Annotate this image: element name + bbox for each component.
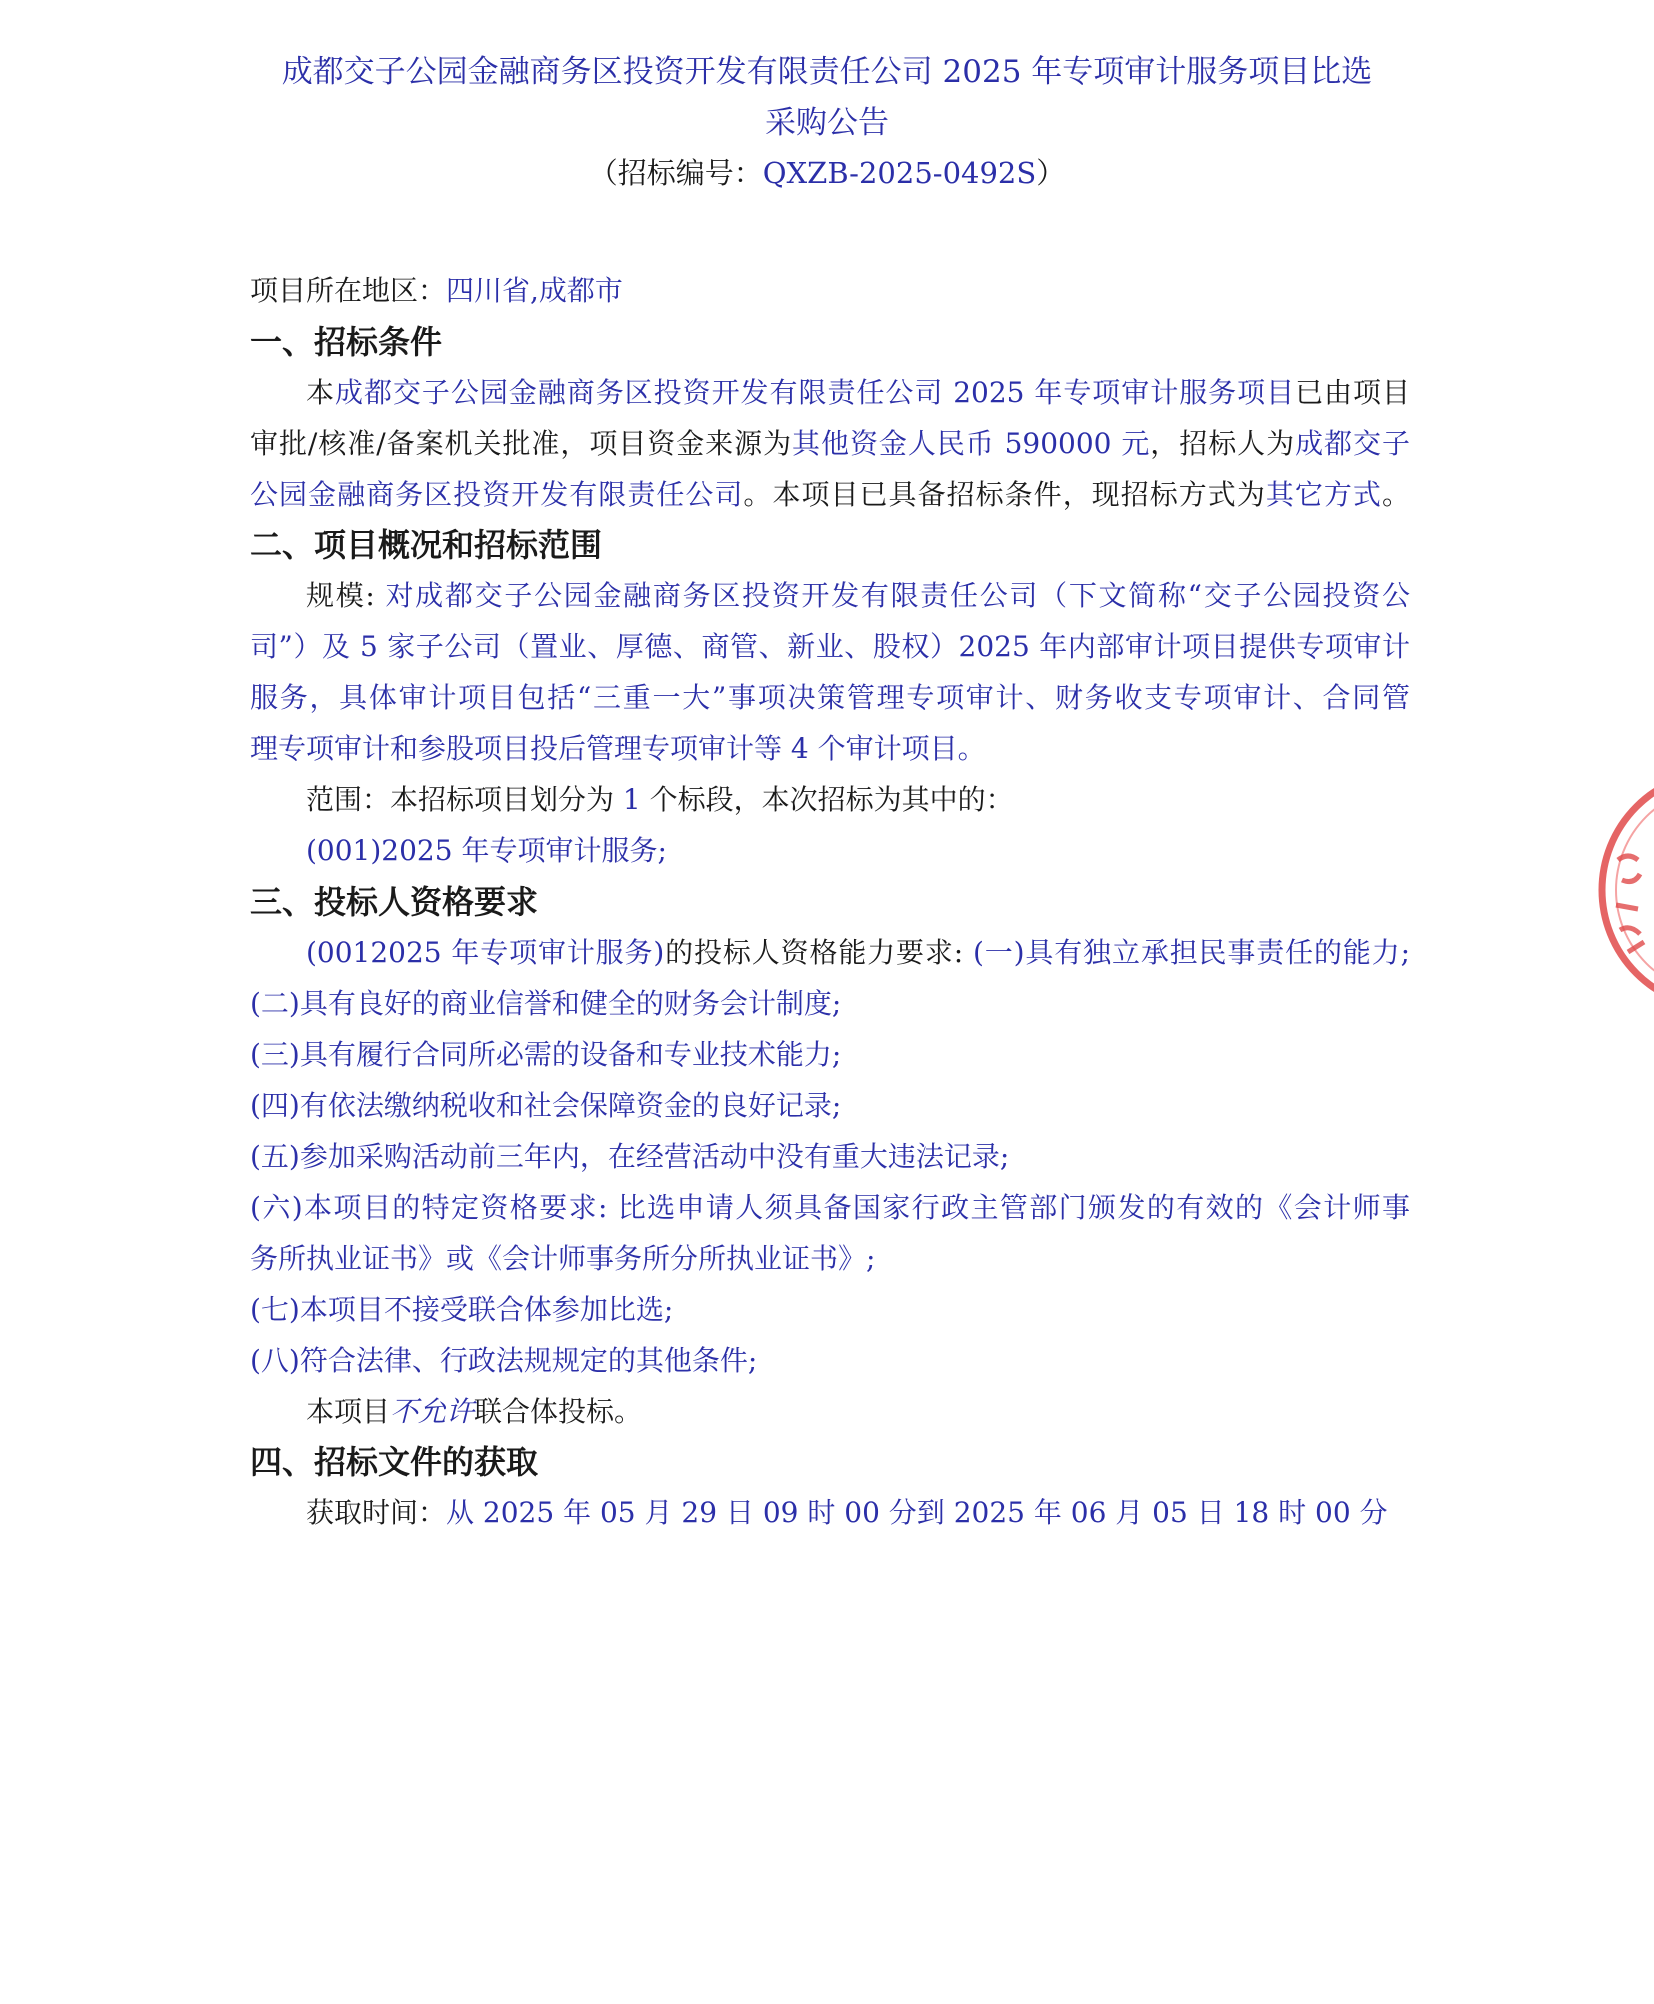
s4-time-label: 获取时间： <box>306 1496 447 1529</box>
s2-range <box>306 782 1410 818</box>
s1-tender-method: 其它方式 <box>1265 478 1382 511</box>
project-region <box>250 273 1410 309</box>
s1-line-2 <box>250 426 1410 462</box>
s2-line-1 <box>306 578 1410 614</box>
s3-requirement-1: (一)具有独立承担民事责任的能力; <box>963 936 1411 969</box>
s1-text: ，招标人为 <box>1150 427 1296 460</box>
s2-range-text: 范围：本招标项目划分为 <box>306 783 615 816</box>
s2-lot: (001)2025 年专项审计服务; <box>306 834 667 867</box>
s2-line-2: 司”）及 5 家子公司（置业、厚德、商管、新业、股权）2025 年内部审计项目提供专项审计 <box>250 630 1410 663</box>
s1-line-1 <box>306 375 1410 411</box>
s1-text: 已由项目 <box>1295 376 1410 409</box>
s3-item: (七)本项目不接受联合体参加比选; <box>250 1293 674 1326</box>
s2-scale-label: 规模: <box>306 579 375 612</box>
section-4-heading: 四、招标文件的获取 <box>250 1443 539 1481</box>
title-line-1: 成都交子公园金融商务区投资开发有限责任公司 2025 年专项审计服务项目比选 <box>281 54 1373 90</box>
s1-project-name: 成都交子公园金融商务区投资开发有限责任公司 2025 年专项审计服务项目 <box>334 376 1296 409</box>
tender-code-prefix: （招标编号： <box>588 156 763 190</box>
s2-line-4: 理专项审计和参股项目投后管理专项审计等 4 个审计项目。 <box>250 732 986 765</box>
s3-item: (五)参加采购活动前三年内，在经营活动中没有重大违法记录; <box>250 1140 1010 1173</box>
s3-consortium-text: 本项目 <box>306 1395 391 1428</box>
s3-item: (八)符合法律、行政法规规定的其他条件; <box>250 1344 758 1377</box>
s2-range-text: 个标段，本次招标为其中的： <box>649 783 1014 816</box>
s1-line-3 <box>250 477 1410 513</box>
s3-item: (二)具有良好的商业信誉和健全的财务会计制度; <box>250 987 842 1020</box>
s3-line-1 <box>306 935 1410 971</box>
s1-text: 。 <box>1381 478 1410 511</box>
s1-text: 。本项目已具备招标条件，现招标方式为 <box>743 478 1266 511</box>
s1-fund-source: 其他资金人民币 590000 元 <box>792 427 1151 460</box>
s3-text: 的投标人资格能力要求: <box>664 936 964 969</box>
section-2-heading: 二、项目概况和招标范围 <box>250 526 603 564</box>
s1-text: 本 <box>306 376 335 409</box>
s3-lot-name: (0012025 年专项审计服务) <box>306 936 665 969</box>
tender-code-suffix: ） <box>1036 156 1066 190</box>
s4-time <box>306 1495 1410 1531</box>
s4-time-value: 从 2025 年 05 月 29 日 09 时 00 分到 2025 年 06 月 05 日 18 时 00 分 <box>446 1496 1388 1529</box>
region-label: 项目所在地区： <box>250 274 447 307</box>
red-seal-stamp <box>1570 770 1654 1070</box>
s1-text: 审批/核准/备案机关批准，项目资金来源为 <box>250 427 793 460</box>
s3-item: (四)有依法缴纳税收和社会保障资金的良好记录; <box>250 1089 842 1122</box>
s2-scale-text: 对成都交子公园金融商务区投资开发有限责任公司（下文简称“交子公园投资公 <box>374 579 1410 612</box>
s1-tenderer: 公园金融商务区投资开发有限责任公司 <box>250 478 744 511</box>
title-line-2: 采购公告 <box>765 105 889 141</box>
s3-consortium-value: 不允许 <box>390 1395 475 1428</box>
s3-item: (三)具有履行合同所必需的设备和专业技术能力; <box>250 1038 842 1071</box>
section-1-heading: 一、招标条件 <box>250 323 443 361</box>
s3-item: (六)本项目的特定资格要求: 比选申请人须具备国家行政主管部门颁发的有效的《会计师事 <box>250 1191 1410 1224</box>
s3-item: 务所执业证书》或《会计师事务所分所执业证书》; <box>250 1242 876 1275</box>
region-value: 四川省,成都市 <box>446 274 623 307</box>
s2-line-3: 服务，具体审计项目包括“三重一大”事项决策管理专项审计、财务收支专项审计、合同管 <box>250 681 1410 714</box>
section-3-heading: 三、投标人资格要求 <box>250 883 539 921</box>
tender-code-value: QXZB-2025-0492S <box>762 156 1037 190</box>
s1-tenderer: 成都交子 <box>1295 427 1410 460</box>
tender-code <box>200 154 1454 192</box>
s2-lot-count: 1 <box>614 783 650 816</box>
s3-consortium <box>306 1394 1410 1430</box>
s3-consortium-text: 联合体投标。 <box>474 1395 643 1428</box>
